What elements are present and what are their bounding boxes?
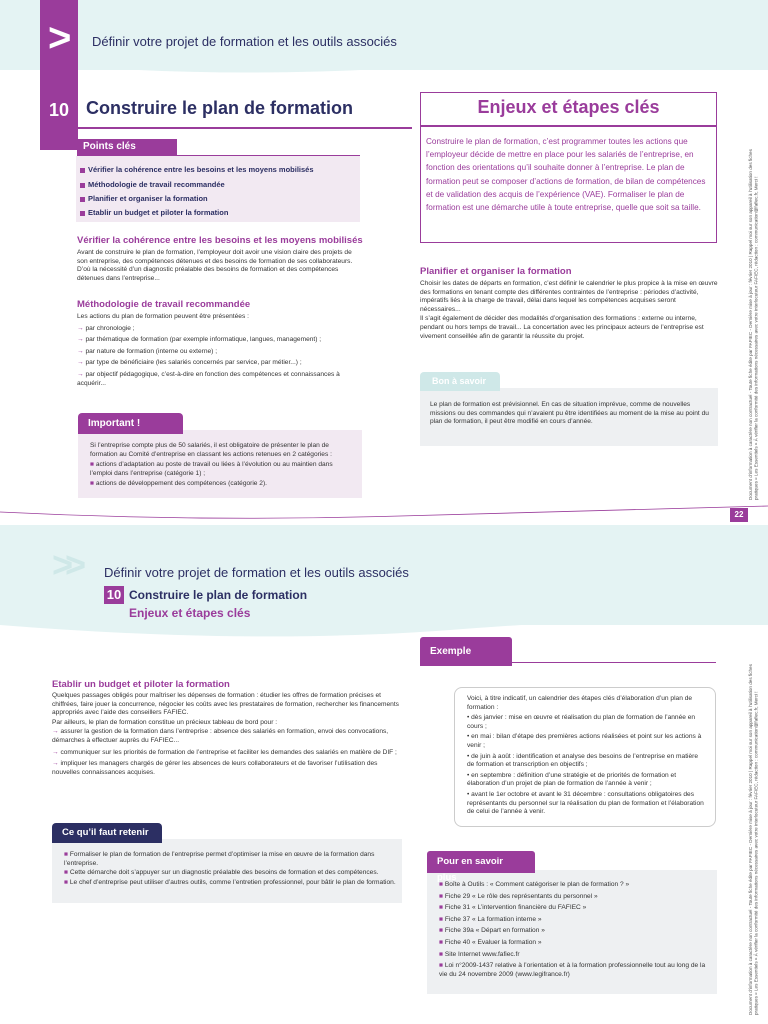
points-cles-item: Planifier et organiser la formation <box>80 194 208 203</box>
planifier-heading: Planifier et organiser la formation <box>420 266 572 277</box>
chevron-icon: > <box>48 16 72 60</box>
etablir-item: → assurer la gestion de la formation dans l’entreprise : absence des salariés en formation, envoi des convocations, démarches à effectuer auprès du FAFIEC... <box>52 728 402 745</box>
verifier-heading: Vérifier la cohérence entre les besoins et les moyens mobilisés <box>77 235 363 246</box>
exemple-item: • avant le 1er octobre et avant le 31 décembre : consultations obligatoires des représentants du personnel sur la réalisation du plan de formation et l’élaboration de celui de l’année à venir. <box>467 790 704 816</box>
planifier-p2: Il s’agit également de décider des modalités d’organisation des formations : externe ou interne, pendant ou hors temps de travail... La concertation avec les principaux acteurs de l’entreprise est vivement conseillée afin de garantir la réussite du projet. <box>420 315 704 340</box>
savoir-plus-item[interactable]: ■ Fiche 37 « La formation interne » <box>439 916 711 925</box>
page-title: Construire le plan de formation <box>86 98 354 118</box>
vertical-note: Document d’information à caractère non contractuel - Toute fiche édite par FAFIEC - Dernière mise à jour : février 2010 | Rappel moi sur son appareil à l’utilisation des fiches pratiques « Les Essentiels » À vérifier la conformité des informations nécessaires avec votre interlocuteur FAFIEC, rédaction : communication@fafiec.fr, Merci ! <box>748 149 759 500</box>
methodo-item: → par type de bénéficiaire (les salariés concernés par service, par métier...) ; <box>77 359 363 368</box>
methodo-item: → par objectif pédagogique, c’est-à-dire en fonction des compétences et connaissances à acquérir... <box>77 371 363 388</box>
vertical-note: Document d’information à caractère non contractuel - Toute fiche édite par FAFIEC - Dernière mise à jour : février 2010 | Rappel moi sur son appareil à l’utilisation des fiches pratiques « Les Essentiels » À vérifier la conformité des informations nécessaires avec votre interlocuteur FAFIEC, rédaction : communication@fafiec.fr, Merci ! <box>748 664 759 1015</box>
exemple-item: • dès janvier : mise en œuvre et réalisation du plan de formation de l’année en cours ; <box>467 714 696 730</box>
savoir-plus-item[interactable]: ■ Boîte à Outils : « Comment catégoriser le plan de formation ? » <box>439 881 711 890</box>
planifier-text <box>420 280 718 341</box>
methodo-heading: Méthodologie de travail recommandée <box>77 299 251 310</box>
exemple-intro: Voici, à titre indicatif, un calendrier des étapes clés d’élaboration d’un plan de formation : <box>467 695 693 711</box>
retenir-item: ■ Formaliser le plan de formation de l’entreprise permet d’optimiser la mise en œuvre de la formation dans l’entreprise. <box>64 851 398 868</box>
methodo-list <box>77 313 363 388</box>
exemple-label: Exemple <box>420 637 512 666</box>
footer-wave <box>0 500 768 525</box>
savoir-plus-item[interactable]: ■ Fiche 31 « L’intervention financière du FAFIEC » <box>439 904 711 913</box>
enjeux-divider <box>420 125 717 127</box>
exemple-content <box>467 695 707 817</box>
important-text: Si l’entreprise compte plus de 50 salariés, il est obligatoire de présenter le plan de formation au Comité d’entreprise en classant les actions retenues en 2 catégories : <box>90 442 332 458</box>
important-item: ■ actions de développement des compétences (catégorie 2). <box>90 480 352 489</box>
exemple-item: • en septembre : définition d’une stratégie et de priorités de formation et élaboration d’un projet de plan de formation de l’année à venir ; <box>467 771 677 788</box>
important-label: Important ! <box>78 413 183 434</box>
page-header: Définir votre projet de formation et les outils associés <box>92 34 397 49</box>
page-number: 22 <box>730 508 748 522</box>
important-content <box>90 442 352 489</box>
page-header: Définir votre projet de formation et les outils associés <box>104 565 409 580</box>
etablir-text <box>52 692 402 777</box>
planifier-p1: Choisir les dates de départs en formation, c’est définir le calendrier le plus propice à la mise en œuvre des formations en tenant compte des différentes contraintes de l’entreprise : périodes d’activité, impératifs liés à la charge de travail, délai dans lequel les compétences acquises seront nécessaires... <box>420 280 718 313</box>
points-cles-item: Méthodologie de travail recommandée <box>80 180 225 189</box>
bon-a-savoir-text: Le plan de formation est prévisionnel. En cas de situation imprévue, comme de nouvelles missions ou des commandes qui n’avaient pu être identifiées au moment de la mise au point du plan de formation, il peut être modifié en cours d’année. <box>430 401 709 426</box>
savoir-plus-link[interactable]: ■ Loi n°2009-1437 relative à l’orientation et à la formation professionnelle tout au long de la vie du 24 novembre 2009 (www.legifrance.fr) <box>439 962 711 979</box>
bon-a-savoir-label: Bon à savoir <box>420 372 500 391</box>
points-cles-underline <box>77 155 360 156</box>
chapter-number: 10 <box>40 97 78 123</box>
methodo-item: → par chronologie ; <box>77 325 363 334</box>
page-title: Construire le plan de formation <box>129 588 308 602</box>
retenir-label: Ce qu’il faut retenir <box>52 823 162 843</box>
savoir-plus-link[interactable]: ■ Site Internet www.fafiec.fr <box>439 951 711 960</box>
methodo-item: → par nature de formation (interne ou externe) ; <box>77 348 363 357</box>
exemple-item: • de juin à août : identification et analyse des besoins de l’entreprise en matière de formation et transcription en objectifs ; <box>467 752 699 769</box>
etablir-item: → impliquer les managers chargés de gérer les absences de leurs collaborateurs et de favoriser l’utilisation des nouvelles connaissances acquises. <box>52 760 402 777</box>
title-underline <box>40 127 412 129</box>
page-23 <box>0 525 768 1024</box>
chapter-number: 10 <box>104 586 124 604</box>
etablir-p2: Par ailleurs, le plan de formation constitue un précieux tableau de bord pour : <box>52 718 278 726</box>
points-cles-label: Points clés <box>77 139 177 155</box>
savoir-plus-item[interactable]: ■ Fiche 39a « Départ en formation » <box>439 927 711 936</box>
important-item: ■ actions d’adaptation au poste de travail ou liées à l’évolution ou au maintien dans l’emploi dans l’entreprise (catégorie 1) ; <box>90 461 352 478</box>
methodo-item: → par thématique de formation (par exemple informatique, langues, management) ; <box>77 336 363 345</box>
savoir-plus-item[interactable]: ■ Fiche 40 « Evaluer la formation » <box>439 939 711 948</box>
enjeux-text: Construire le plan de formation, c’est programmer toutes les actions que l’employeur décide de mettre en place pour les salariés de l’entreprise, en fonction des orientations qu’il souhaite donner à l’entreprise. Le plan de formation peut se composer d’actions de formation, de bilan de compétences et de validation des acquis de l’expérience (VAE). Formaliser le plan de formation est une démarche utile à toute entreprise, quelle que soit sa taille. <box>426 137 706 213</box>
retenir-item: ■ Le chef d’entreprise peut utiliser d’autres outils, comme l’entretien professionnel, pour bâtir le plan de formation. <box>64 879 398 888</box>
page-subtitle: Enjeux et étapes clés <box>129 606 251 620</box>
header-wave <box>0 605 768 645</box>
savoir-plus-list <box>439 881 711 979</box>
etablir-item: → communiquer sur les priorités de formation de l’entreprise et faciliter les demandes des salariés en matière de DIF ; <box>52 749 402 758</box>
retenir-item: ■ Cette démarche doit s’appuyer sur un diagnostic préalable des besoins de formation et des compétences. <box>64 869 398 878</box>
etablir-p1: Quelques passages obligés pour maîtriser les dépenses de formation : étudier les offres de formation précises et chiffrées, faire jouer la concurrence, négocier les coûts avec les prestataires de formation, rechercher les financements appropriés avec l’aide des conseillers FAFIEC. <box>52 692 399 717</box>
savoir-plus-label: Pour en savoir plus <box>427 851 535 873</box>
methodo-intro: Les actions du plan de formation peuvent être présentées : <box>77 313 249 320</box>
savoir-plus-item[interactable]: ■ Fiche 29 « Le rôle des représentants du personnel » <box>439 893 711 902</box>
etablir-heading: Etablir un budget et piloter la formation <box>52 679 230 690</box>
exemple-underline <box>420 662 716 663</box>
points-cles-item: Vérifier la cohérence entre les besoins et les moyens mobilisés <box>80 165 314 174</box>
exemple-item: • en mai : bilan d’étape des premières actions réalisées et point sur les actions à venir ; <box>467 733 702 749</box>
retenir-list <box>64 851 398 887</box>
points-cles-item: Etablir un budget et piloter la formation <box>80 208 228 217</box>
enjeux-title: Enjeux et étapes clés <box>477 97 660 117</box>
verifier-text: Avant de construire le plan de formation, l’employeur doit avoir une vision claire des projets de son entreprise, des compétences détenues et des besoins de formation de ses collaborateurs. D’où la nécessité d’un diagnostic préalable des besoins de formation et des compétences détenues dans l’entreprise... <box>77 249 353 282</box>
double-chevron-icon: >> <box>52 544 79 585</box>
